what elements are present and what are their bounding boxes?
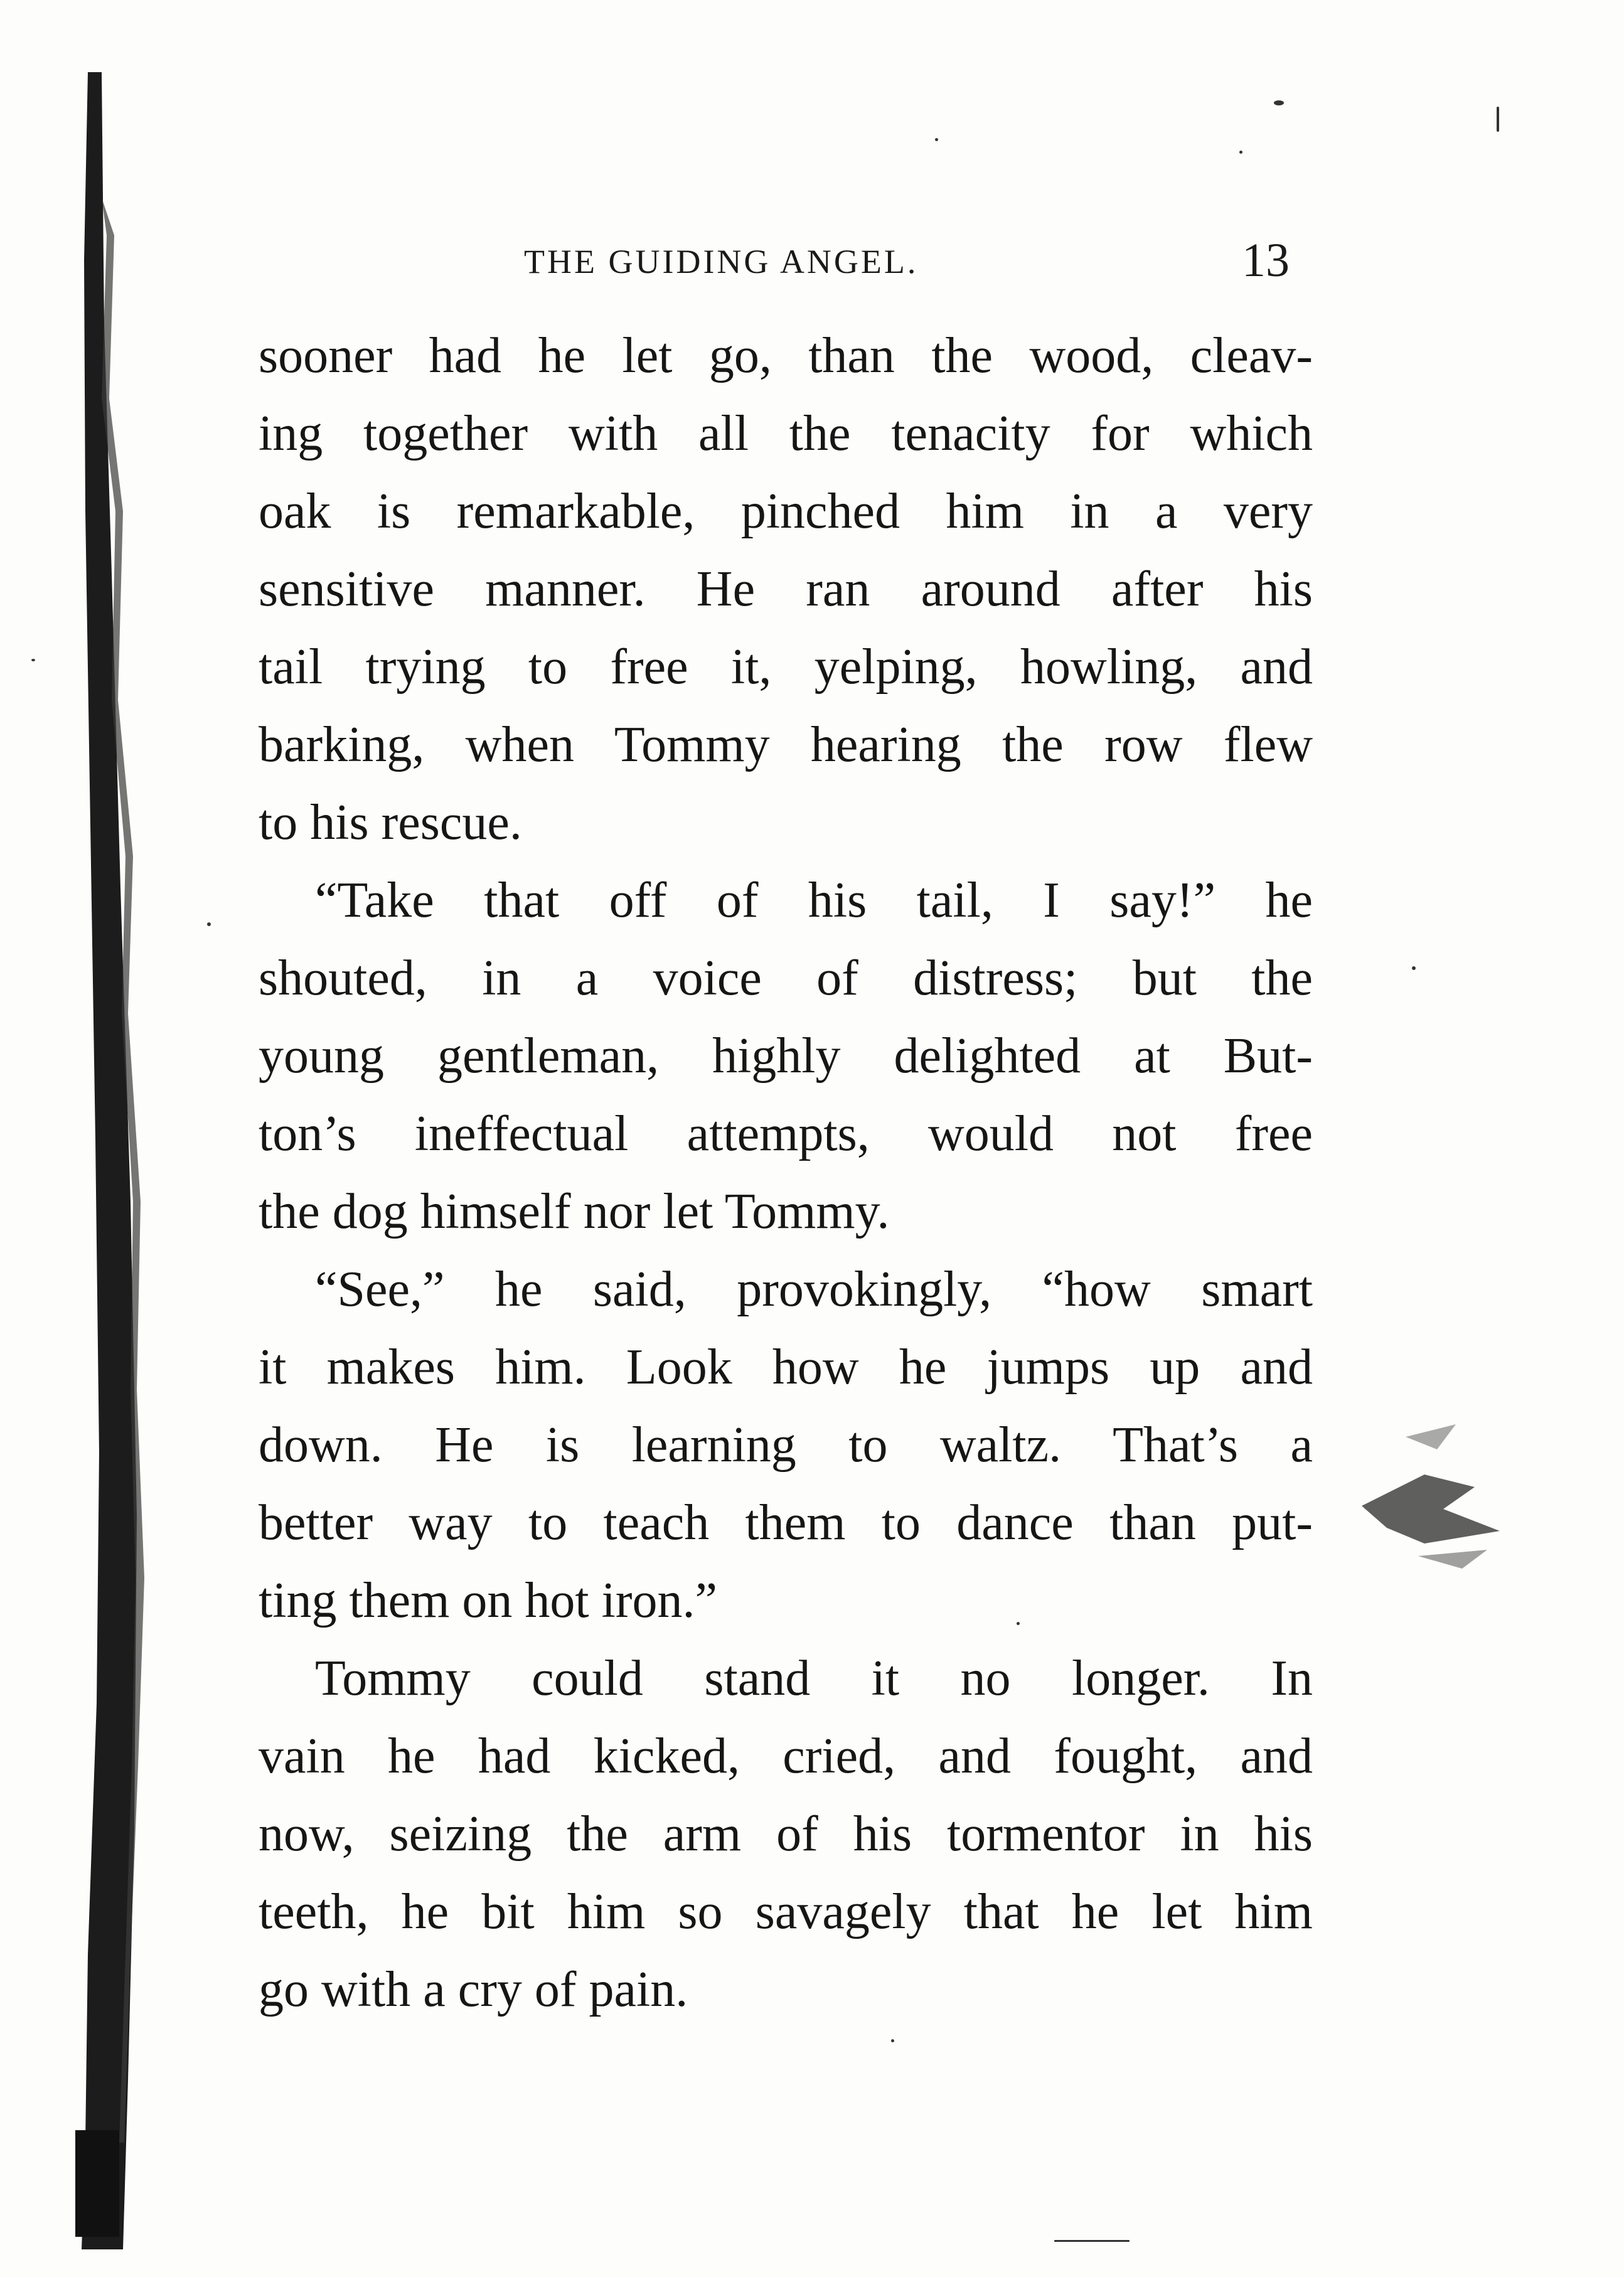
running-title: THE GUIDING ANGEL. [524,243,919,280]
scan-speck [935,138,938,141]
text-line: teeth, he bit him so savagely that he let him [259,1884,1313,1939]
text-line: shouted, in a voice of distress; but the [259,951,1313,1006]
paragraph [259,317,1313,861]
page-number: 13 [1242,234,1290,287]
text-line: “Take that off of his tail, I say!” he [315,873,1313,928]
text-line: young gentleman, highly delighted at But- [259,1028,1313,1084]
text-line: ing together with all the tenacity for which [259,406,1313,461]
text-line: the dog himself nor let Tommy. [259,1184,890,1239]
scan-speck [1274,100,1284,105]
text-line: better way to teach them to dance than put- [259,1495,1313,1550]
text-line: vain he had kicked, cried, and fought, and [259,1729,1313,1784]
ink-smudge [1349,1399,1512,1606]
scan-speck [891,2039,894,2042]
scan-speck [31,659,35,661]
text-line: to his rescue. [259,795,522,850]
scan-speck [1497,107,1499,132]
scan-speck [1239,151,1242,154]
scan-speck [1412,966,1416,970]
text-line: it makes him. Look how he jumps up and [259,1340,1313,1395]
text-line: go with a cry of pain. [259,1962,688,2017]
paragraph [259,1640,1313,2029]
text-line: down. He is learning to waltz. That’s a [259,1417,1313,1473]
text-line: ting them on hot iron.” [259,1573,718,1628]
text-line: “See,” he said, provokingly, “how smart [315,1262,1313,1317]
running-head [524,233,1290,296]
body-text [259,317,1313,2029]
paragraph [259,1250,1313,1640]
scan-speck [1054,2240,1130,2242]
text-line: sooner had he let go, than the wood, cleav- [259,328,1313,383]
paragraph [259,861,1313,1250]
text-line: oak is remarkable, pinched him in a very [259,484,1313,539]
text-line: sensitive manner. He ran around after his [259,562,1313,617]
text-line: Tommy could stand it no longer. In [315,1651,1313,1706]
binding-edge-shadow [63,72,157,2249]
text-line: barking, when Tommy hearing the row flew [259,717,1313,772]
scan-speck [1017,1622,1020,1625]
text-line: now, seizing the arm of his tormentor in his [259,1806,1313,1862]
text-line: tail trying to free it, yelping, howling, and [259,639,1313,695]
scan-speck [207,922,211,926]
text-line: ton’s ineffectual attempts, would not free [259,1106,1313,1161]
